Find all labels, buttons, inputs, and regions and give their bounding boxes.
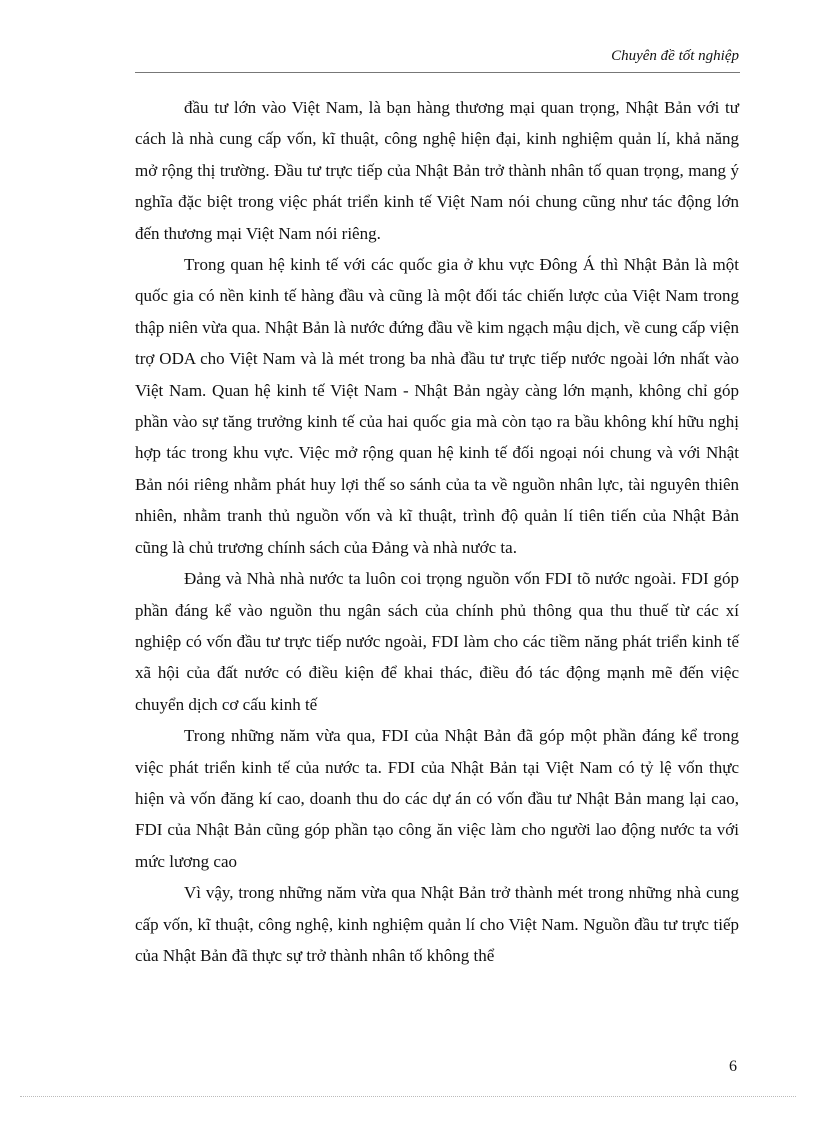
paragraph-4: Trong những năm vừa qua, FDI của Nhật Bản đã góp một phần đáng kể trong việc phát triển kinh tế của nước ta. FDI của Nhật Bản tại Việt Nam có tỷ lệ vốn thực hiện và vốn đăng kí cao, doanh thu do các dự án có vốn đầu tư Nhật Bản mang lại cao, FDI của Nhật Bản cũng góp phần tạo công ăn việc làm cho người lao động nước ta với mức lương cao — [135, 726, 739, 871]
page-number: 6 — [729, 1058, 737, 1075]
running-header: Chuyên đề tốt nghiệp — [611, 48, 739, 64]
document-body — [135, 92, 739, 971]
header-rule — [135, 72, 740, 73]
footer-rule — [20, 1096, 796, 1097]
paragraph-3: Đảng và Nhà nhà nước ta luôn coi trọng nguồn vốn FDI tõ nước ngoài. FDI góp phần đáng kể vào nguồn thu ngân sách của chính phủ thông qua thu thuế từ các xí nghiệp có vốn đầu tư trực tiếp nước ngoài, FDI làm cho các tiềm năng phát triển kinh tế xã hội của đất nước có điều kiện để khai thác, điều đó tác động mạnh mẽ đến việc chuyển dịch cơ cấu kinh tế — [135, 569, 739, 714]
paragraph-5: Vì vậy, trong những năm vừa qua Nhật Bản trở thành mét trong những nhà cung cấp vốn, kĩ thuật, công nghệ, kinh nghiệm quản lí cho Việt Nam. Nguồn đầu tư trực tiếp của Nhật Bản đã thực sự trở thành nhân tố không thể — [135, 883, 739, 965]
paragraph-2: Trong quan hệ kinh tế với các quốc gia ở khu vực Đông Á thì Nhật Bản là một quốc gia có nền kinh tế hàng đầu và cũng là một đối tác chiến lược của Việt Nam trong thập niên vừa qua. Nhật Bản là nước đứng đầu về kim ngạch mậu dịch, về cung cấp viện trợ ODA cho Việt Nam và là mét trong ba nhà đầu tư trực tiếp nước ngoài lớn nhất vào Việt Nam. Quan hệ kinh tế Việt Nam - Nhật Bản ngày càng lớn mạnh, không chỉ góp phần vào sự tăng trưởng kinh tế của hai quốc gia mà còn tạo ra bầu không khí hữu nghị hợp tác trong khu vực. Việc mở rộng quan hệ kinh tế đối ngoại nói chung và với Nhật Bản nói riêng nhằm phát huy lợi thế so sánh của ta về nguồn nhân lực, tài nguyên thiên nhiên, nhằm tranh thủ nguồn vốn và kĩ thuật, trình độ quản lí tiên tiến của Nhật Bản cũng là chủ trương chính sách của Đảng và nhà nước ta. — [135, 255, 739, 557]
paragraph-1: đầu tư lớn vào Việt Nam, là bạn hàng thương mại quan trọng, Nhật Bản với tư cách là nhà cung cấp vốn, kĩ thuật, công nghệ hiện đại, kinh nghiệm quản lí, khả năng mở rộng thị trường. Đầu tư trực tiếp của Nhật Bản trở thành nhân tố quan trọng, mang ý nghĩa đặc biệt trong việc phát triển kinh tế Việt Nam nói chung cũng như tác động lớn đến thương mại Việt Nam nói riêng. — [135, 98, 739, 243]
